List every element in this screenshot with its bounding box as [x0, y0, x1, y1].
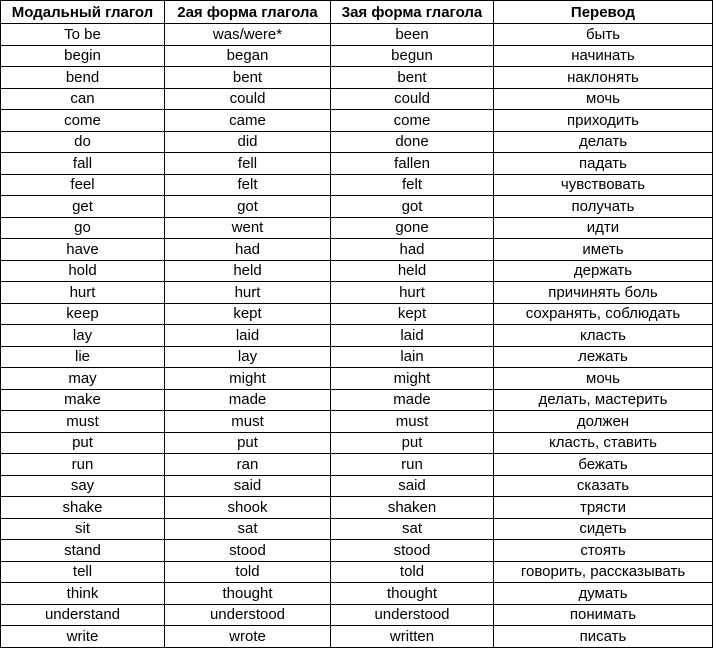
- cell-third-form: bent: [331, 67, 494, 89]
- cell-translation: понимать: [494, 604, 713, 626]
- cell-base-form: make: [1, 389, 165, 411]
- table-row: [1, 411, 713, 433]
- cell-third-form: made: [331, 389, 494, 411]
- cell-translation: приходить: [494, 110, 713, 132]
- cell-base-form: lay: [1, 325, 165, 347]
- cell-base-form: understand: [1, 604, 165, 626]
- cell-third-form: must: [331, 411, 494, 433]
- table-row: [1, 88, 713, 110]
- cell-second-form: bent: [165, 67, 331, 89]
- cell-base-form: do: [1, 131, 165, 153]
- cell-third-form: got: [331, 196, 494, 218]
- cell-third-form: begun: [331, 45, 494, 67]
- cell-second-form: held: [165, 260, 331, 282]
- header-translation: Перевод: [494, 1, 713, 24]
- cell-translation: получать: [494, 196, 713, 218]
- cell-translation: бежать: [494, 454, 713, 476]
- cell-translation: класть, ставить: [494, 432, 713, 454]
- cell-base-form: keep: [1, 303, 165, 325]
- table-row: [1, 626, 713, 648]
- table-row: [1, 389, 713, 411]
- cell-third-form: held: [331, 260, 494, 282]
- cell-translation: идти: [494, 217, 713, 239]
- cell-translation: сказать: [494, 475, 713, 497]
- cell-second-form: made: [165, 389, 331, 411]
- cell-translation: должен: [494, 411, 713, 433]
- cell-third-form: done: [331, 131, 494, 153]
- cell-base-form: say: [1, 475, 165, 497]
- cell-second-form: got: [165, 196, 331, 218]
- cell-second-form: ran: [165, 454, 331, 476]
- cell-translation: делать, мастерить: [494, 389, 713, 411]
- cell-translation: держать: [494, 260, 713, 282]
- cell-base-form: tell: [1, 561, 165, 583]
- cell-translation: мочь: [494, 88, 713, 110]
- cell-second-form: felt: [165, 174, 331, 196]
- header-row: [1, 1, 713, 24]
- cell-base-form: may: [1, 368, 165, 390]
- cell-translation: делать: [494, 131, 713, 153]
- cell-base-form: think: [1, 583, 165, 605]
- table-row: [1, 110, 713, 132]
- cell-second-form: laid: [165, 325, 331, 347]
- cell-base-form: put: [1, 432, 165, 454]
- cell-base-form: begin: [1, 45, 165, 67]
- cell-third-form: laid: [331, 325, 494, 347]
- cell-translation: трясти: [494, 497, 713, 519]
- table-body: [1, 24, 713, 648]
- table-row: [1, 174, 713, 196]
- cell-base-form: can: [1, 88, 165, 110]
- cell-third-form: told: [331, 561, 494, 583]
- cell-second-form: told: [165, 561, 331, 583]
- table-row: [1, 325, 713, 347]
- cell-translation: говорить, рассказывать: [494, 561, 713, 583]
- cell-second-form: went: [165, 217, 331, 239]
- cell-second-form: shook: [165, 497, 331, 519]
- cell-third-form: stood: [331, 540, 494, 562]
- header-modal-verb: Модальный глагол: [1, 1, 165, 24]
- cell-translation: класть: [494, 325, 713, 347]
- table-row: [1, 282, 713, 304]
- cell-third-form: gone: [331, 217, 494, 239]
- table-row: [1, 239, 713, 261]
- table-row: [1, 260, 713, 282]
- table-row: [1, 67, 713, 89]
- cell-second-form: had: [165, 239, 331, 261]
- cell-base-form: shake: [1, 497, 165, 519]
- cell-second-form: fell: [165, 153, 331, 175]
- table-row: [1, 518, 713, 540]
- cell-base-form: go: [1, 217, 165, 239]
- cell-base-form: feel: [1, 174, 165, 196]
- table-row: [1, 303, 713, 325]
- cell-second-form: must: [165, 411, 331, 433]
- cell-base-form: bend: [1, 67, 165, 89]
- cell-third-form: had: [331, 239, 494, 261]
- table-row: [1, 454, 713, 476]
- cell-third-form: could: [331, 88, 494, 110]
- cell-third-form: written: [331, 626, 494, 648]
- cell-translation: мочь: [494, 368, 713, 390]
- header-second-form: 2ая форма глагола: [165, 1, 331, 24]
- cell-third-form: thought: [331, 583, 494, 605]
- cell-third-form: said: [331, 475, 494, 497]
- cell-translation: лежать: [494, 346, 713, 368]
- cell-base-form: come: [1, 110, 165, 132]
- cell-base-form: fall: [1, 153, 165, 175]
- table-row: [1, 196, 713, 218]
- table-row: [1, 346, 713, 368]
- cell-translation: сохранять, соблюдать: [494, 303, 713, 325]
- cell-second-form: thought: [165, 583, 331, 605]
- table-row: [1, 432, 713, 454]
- cell-second-form: could: [165, 88, 331, 110]
- cell-third-form: lain: [331, 346, 494, 368]
- table-row: [1, 540, 713, 562]
- cell-second-form: put: [165, 432, 331, 454]
- table-row: [1, 561, 713, 583]
- cell-second-form: hurt: [165, 282, 331, 304]
- cell-base-form: have: [1, 239, 165, 261]
- cell-base-form: run: [1, 454, 165, 476]
- cell-second-form: wrote: [165, 626, 331, 648]
- cell-translation: начинать: [494, 45, 713, 67]
- cell-second-form: stood: [165, 540, 331, 562]
- cell-base-form: hurt: [1, 282, 165, 304]
- cell-second-form: might: [165, 368, 331, 390]
- cell-third-form: fallen: [331, 153, 494, 175]
- cell-base-form: sit: [1, 518, 165, 540]
- cell-translation: наклонять: [494, 67, 713, 89]
- table-row: [1, 45, 713, 67]
- cell-base-form: stand: [1, 540, 165, 562]
- table-row: [1, 368, 713, 390]
- cell-third-form: understood: [331, 604, 494, 626]
- cell-translation: писать: [494, 626, 713, 648]
- cell-base-form: get: [1, 196, 165, 218]
- cell-second-form: did: [165, 131, 331, 153]
- table-row: [1, 24, 713, 46]
- cell-translation: думать: [494, 583, 713, 605]
- cell-third-form: come: [331, 110, 494, 132]
- cell-second-form: lay: [165, 346, 331, 368]
- cell-third-form: been: [331, 24, 494, 46]
- cell-third-form: sat: [331, 518, 494, 540]
- cell-second-form: kept: [165, 303, 331, 325]
- cell-second-form: came: [165, 110, 331, 132]
- cell-translation: сидеть: [494, 518, 713, 540]
- cell-base-form: must: [1, 411, 165, 433]
- table-row: [1, 153, 713, 175]
- cell-base-form: To be: [1, 24, 165, 46]
- header-third-form: 3ая форма глагола: [331, 1, 494, 24]
- table-row: [1, 583, 713, 605]
- cell-base-form: lie: [1, 346, 165, 368]
- table-row: [1, 217, 713, 239]
- cell-base-form: write: [1, 626, 165, 648]
- cell-third-form: hurt: [331, 282, 494, 304]
- cell-translation: стоять: [494, 540, 713, 562]
- cell-second-form: said: [165, 475, 331, 497]
- cell-third-form: put: [331, 432, 494, 454]
- table-header: [1, 1, 713, 24]
- cell-base-form: hold: [1, 260, 165, 282]
- cell-third-form: run: [331, 454, 494, 476]
- cell-third-form: might: [331, 368, 494, 390]
- cell-second-form: was/were*: [165, 24, 331, 46]
- cell-third-form: felt: [331, 174, 494, 196]
- cell-second-form: began: [165, 45, 331, 67]
- cell-translation: причинять боль: [494, 282, 713, 304]
- cell-translation: иметь: [494, 239, 713, 261]
- table-row: [1, 475, 713, 497]
- cell-third-form: shaken: [331, 497, 494, 519]
- cell-second-form: sat: [165, 518, 331, 540]
- cell-translation: падать: [494, 153, 713, 175]
- table-row: [1, 497, 713, 519]
- cell-translation: чувствовать: [494, 174, 713, 196]
- table-row: [1, 131, 713, 153]
- cell-second-form: understood: [165, 604, 331, 626]
- table-row: [1, 604, 713, 626]
- cell-third-form: kept: [331, 303, 494, 325]
- cell-translation: быть: [494, 24, 713, 46]
